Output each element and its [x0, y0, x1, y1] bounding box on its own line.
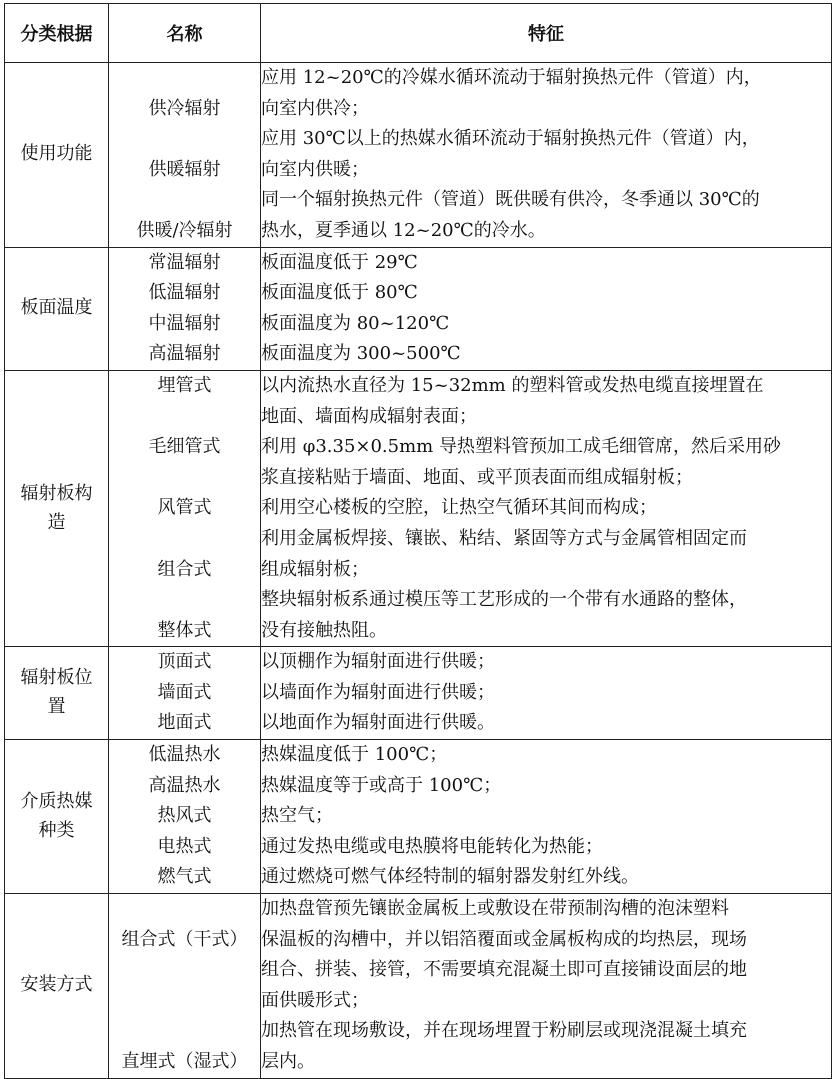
- feature-text: 板面温度为 300~500℃: [261, 343, 461, 365]
- feature-text: 以内流热水直径为 15~32mm 的塑料管或发热电缆直接埋置在: [261, 374, 764, 396]
- type-name: 埋管式: [157, 374, 212, 396]
- category-cell: [5, 247, 109, 370]
- header-category: 分类根据: [5, 4, 109, 63]
- type-name: [109, 185, 260, 216]
- feature-cell: [261, 894, 832, 1079]
- category-cell: [5, 894, 109, 1079]
- feature-text: 地面、墙面构成辐射表面；: [261, 405, 477, 427]
- type-name: [109, 63, 260, 94]
- category-label: 使用功能: [20, 143, 93, 165]
- feature-cell: [261, 647, 832, 740]
- classification-table: [4, 3, 832, 1079]
- type-name: 地面式: [157, 712, 212, 734]
- feature-text: 同一个辐射换热元件（管道）既供暖有供冷，冬季通以 30℃的: [261, 189, 760, 211]
- header-feature: 特征: [261, 4, 832, 63]
- feature-text: 以地面作为辐射面进行供暖。: [261, 712, 495, 734]
- table-row: [5, 894, 832, 1079]
- table-row: [5, 63, 832, 248]
- type-name: [109, 124, 260, 155]
- feature-text: 通过燃烧可燃气体经特制的辐射器发射红外线。: [261, 866, 639, 888]
- type-name: [109, 986, 260, 1017]
- feature-text: 板面温度低于 29℃: [261, 251, 418, 273]
- type-name: 供冷辐射: [148, 97, 221, 119]
- feature-text: 保温板的沟槽中，并以铝箔覆面或金属板构成的均热层，现场: [261, 928, 747, 950]
- type-name: [109, 955, 260, 986]
- category-cell: [5, 647, 109, 740]
- table-body: [5, 63, 832, 1079]
- category-label: 置: [47, 696, 66, 718]
- table-row: [5, 370, 832, 646]
- feature-text: 以墙面作为辐射面进行供暖；: [261, 681, 495, 703]
- type-name: 直埋式（湿式）: [121, 1051, 248, 1072]
- feature-text: 加热盘管预先镶嵌金属板上或敷设在带预制沟槽的泡沫塑料: [261, 898, 729, 920]
- table-row: [5, 647, 832, 740]
- category-label: 辐射板构: [20, 482, 93, 504]
- feature-cell: [261, 63, 832, 248]
- feature-text: 向室内供暖；: [261, 158, 369, 180]
- type-name: 常温辐射: [148, 251, 221, 273]
- feature-text: 通过发热电缆或电热膜将电能转化为热能；: [261, 835, 603, 857]
- feature-text: 热媒温度等于或高于 100℃；: [261, 774, 502, 796]
- name-cell: [109, 647, 261, 740]
- category-label: 辐射板位: [20, 667, 93, 689]
- type-name: [109, 894, 260, 925]
- feature-text: 向室内供冷；: [261, 97, 369, 119]
- name-cell: [109, 740, 261, 894]
- type-name: 高温辐射: [148, 343, 221, 365]
- type-name: 毛细管式: [148, 436, 221, 458]
- category-label: 板面温度: [20, 297, 93, 319]
- type-name: 墙面式: [157, 681, 212, 703]
- type-name: [109, 463, 260, 494]
- header-row: [5, 4, 832, 63]
- feature-text: 应用 30℃以上的热媒水循环流动于辐射换热元件（管道）内，: [261, 128, 760, 150]
- feature-text: 板面温度为 80~120℃: [261, 312, 450, 334]
- type-name: 电热式: [157, 835, 212, 857]
- name-cell: [109, 370, 261, 646]
- type-name: 风管式: [157, 497, 212, 519]
- feature-text: 热媒温度低于 100℃；: [261, 744, 448, 766]
- type-name: [109, 1016, 260, 1047]
- type-name: [109, 524, 260, 555]
- feature-cell: [261, 740, 832, 894]
- feature-text: 层内。: [261, 1051, 315, 1072]
- type-name: [109, 585, 260, 616]
- feature-text: 组合、拼装、接管，不需要填充混凝土即可直接铺设面层的地: [261, 959, 747, 981]
- type-name: 组合式（干式）: [121, 928, 248, 950]
- feature-cell: [261, 247, 832, 370]
- feature-text: 热水，夏季通以 12~20℃的冷水。: [261, 219, 546, 241]
- type-name: 供暖辐射: [148, 158, 221, 180]
- header-name: 名称: [109, 4, 261, 63]
- name-cell: [109, 247, 261, 370]
- feature-text: 应用 12~20℃的冷媒水循环流动于辐射换热元件（管道）内，: [261, 67, 762, 88]
- category-cell: [5, 740, 109, 894]
- type-name: 中温辐射: [148, 312, 221, 334]
- type-name: 低温热水: [148, 744, 221, 766]
- type-name: 燃气式: [157, 866, 212, 888]
- category-label: 介质热媒: [20, 790, 93, 812]
- feature-text: 热空气；: [261, 805, 333, 827]
- feature-cell: [261, 370, 832, 646]
- feature-text: 以顶棚作为辐射面进行供暖；: [261, 651, 495, 673]
- feature-text: 浆直接粘贴于墙面、地面、或平顶表面而组成辐射板；: [261, 466, 693, 488]
- type-name: 低温辐射: [148, 282, 221, 304]
- category-cell: [5, 63, 109, 248]
- feature-text: 组成辐射板；: [261, 558, 369, 580]
- type-name: 热风式: [157, 805, 212, 827]
- type-name: 高温热水: [148, 774, 221, 796]
- feature-text: 利用 φ3.35×0.5mm 导热塑料管预加工成毛细管席，然后采用砂: [261, 436, 781, 458]
- feature-text: 加热管在现场敷设，并在现场埋置于粉刷层或现浇混凝土填充: [261, 1020, 747, 1042]
- category-label: 造: [47, 511, 66, 533]
- type-name: 顶面式: [157, 651, 212, 673]
- feature-text: 板面温度低于 80℃: [261, 282, 418, 304]
- type-name: 组合式: [157, 558, 212, 580]
- feature-text: 利用金属板焊接、镶嵌、粘结、紧固等方式与金属管相固定而: [261, 527, 747, 549]
- type-name: 整体式: [157, 619, 212, 641]
- type-name: [109, 402, 260, 433]
- feature-text: 面供暖形式；: [261, 989, 369, 1011]
- feature-text: 利用空心楼板的空腔，让热空气循环其间而构成；: [261, 497, 657, 519]
- table-row: [5, 740, 832, 894]
- category-label: 安装方式: [20, 974, 93, 996]
- feature-text: 整块辐射板系通过模压等工艺形成的一个带有水通路的整体，: [261, 589, 747, 611]
- category-label: 种类: [38, 819, 75, 841]
- type-name: 供暖/冷辐射: [136, 219, 233, 241]
- feature-text: 没有接触热阻。: [261, 619, 387, 641]
- name-cell: [109, 894, 261, 1079]
- name-cell: [109, 63, 261, 248]
- table-row: [5, 247, 832, 370]
- category-cell: [5, 370, 109, 646]
